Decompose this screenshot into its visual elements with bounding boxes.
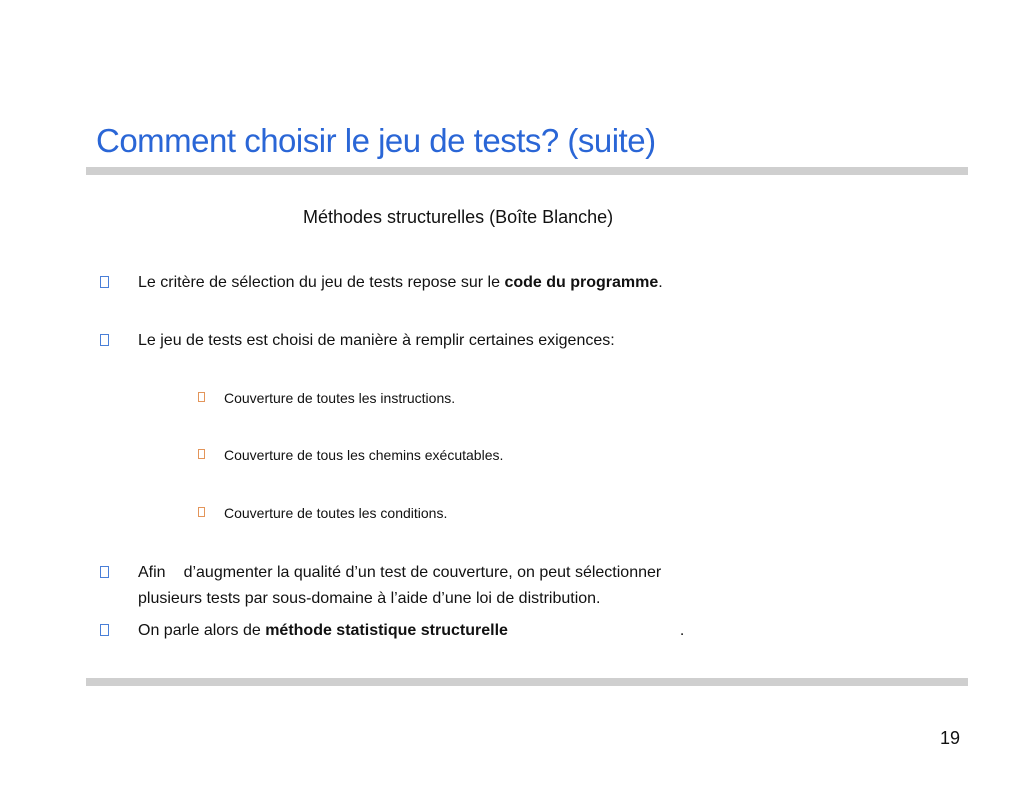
sub-bullet-3-text: Couverture de toutes les conditions. <box>224 505 448 521</box>
page-number: 19 <box>940 728 961 748</box>
bullet-4-bold: méthode statistique structurelle <box>265 622 508 639</box>
bullet-1-bold: code du programme <box>504 274 659 291</box>
bullet-2-text: Le jeu de tests est choisi de manière à remplir certaines exigences: <box>138 332 615 349</box>
bullet-marker-icon <box>100 334 109 346</box>
bullet-marker-icon <box>100 276 109 288</box>
bullet-marker-icon <box>100 566 109 578</box>
sub-bullet-marker-icon <box>198 392 205 402</box>
sub-bullet-2-text: Couverture de tous les chemins exécutables. <box>224 447 504 463</box>
bullet-1-text: Le critère de sélection du jeu de tests repose sur le code du programme. <box>138 274 663 291</box>
bullet-3-text: Afin d’augmenter la qualité d’un test de couverture, on peut sélectionner <box>138 564 662 581</box>
bullet-marker-icon <box>100 624 109 636</box>
bullet-3-text-line2: plusieurs tests par sous-domaine à l’aide d’une loi de distribution. <box>138 590 601 607</box>
slide-subtitle: Méthodes structurelles (Boîte Blanche) <box>303 207 614 227</box>
sub-bullet-marker-icon <box>198 449 205 459</box>
top-divider <box>86 167 968 175</box>
sub-bullet-marker-icon <box>198 507 205 517</box>
bottom-divider <box>86 678 968 686</box>
bullet-4-text: On parle alors de méthode statistique structurelle . <box>138 622 685 639</box>
sub-bullet-1-text: Couverture de toutes les instructions. <box>224 390 456 406</box>
slide-title: Comment choisir le jeu de tests? (suite) <box>96 122 656 159</box>
